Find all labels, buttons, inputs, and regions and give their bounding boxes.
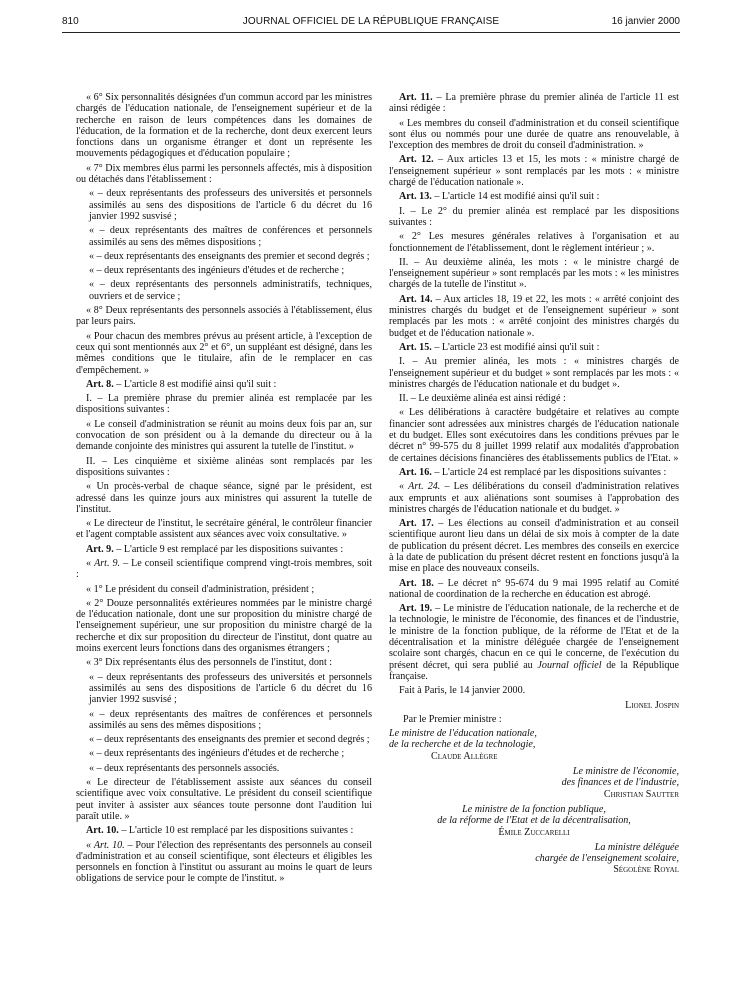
list-item: « – deux représentants des maîtres de conférences et personnels assimilés au sens des mêmes dispositions ; — [89, 708, 372, 731]
article-text: – Les délibérations du conseil d'administration relatives aux emprunts et aux aliénations sont soumises à l'approbation des ministres chargés de l'éducation nationale et du budget. » — [389, 481, 679, 515]
paragraph: I. – Le 2° du premier alinéa est remplacé par les dispositions suivantes : — [389, 205, 679, 228]
signatory-prime-minister: Lionel Jospin — [625, 699, 679, 711]
list-item: « – deux représentants des ingénieurs d'études et de recherche ; — [89, 748, 345, 760]
paragraph: « Art. 24. – Les délibérations du conseil d'administration relatives aux emprunts et aux aliénations sont soumises à l'approbation des ministres chargés de l'éducation nationale et du budget. » — [389, 481, 679, 515]
minister-title: chargée de l'enseignement scolaire, — [535, 853, 679, 865]
journal-title: JOURNAL OFFICIEL DE LA RÉPUBLIQUE FRANÇAISE — [242, 16, 500, 27]
minister-title: Le ministre de la fonction publique, — [462, 803, 606, 815]
list-item: « – deux représentants des personnels associés. — [89, 762, 280, 774]
article-label: Art. 8. — [86, 378, 114, 390]
article-14 — [389, 294, 679, 339]
article-13 — [389, 191, 679, 202]
article-label: Art. 10. — [86, 825, 119, 837]
list-item: « – deux représentants des ingénieurs d'études et de recherche ; — [89, 265, 345, 277]
list-item: « – deux représentants des personnels administratifs, techniques, ouvriers et de service ; — [89, 279, 372, 302]
article-10 — [76, 825, 372, 836]
list-item: « – deux représentants des enseignants des premier et second degrés ; — [89, 250, 370, 262]
page-header — [62, 16, 680, 30]
minister-title: de la recherche et de la technologie, — [389, 739, 536, 751]
article-text: – L'article 24 est remplacé par les dispositions suivantes : — [431, 466, 667, 478]
quoted-article-label: Art. 10. — [93, 839, 125, 851]
article-19 — [389, 603, 679, 682]
list-item: « – deux représentants des professeurs des universités et personnels assimilés au sens des dispositions de l'article 6 du décret du 16 janvier 1992 susvisé ; — [89, 671, 372, 706]
article-text: – La première phrase du premier alinéa de l'article 11 est ainsi rédigée : — [389, 92, 679, 115]
page-number: 810 — [62, 16, 79, 27]
article-9 — [76, 544, 372, 555]
signatory-block — [389, 842, 679, 876]
article-text: – Le décret n° 95-674 du 9 mai 1995 relatif au Comité national de coordination de la recherche en éducation est abrogé. — [389, 577, 679, 600]
article-18 — [389, 578, 679, 601]
article-label: Art. 12. — [399, 154, 434, 166]
article-text: – Le ministre de l'éducation nationale, de la recherche et de la technologie, le ministre de l'économie, des finances et de l'industrie, le ministre de la fonction publique, de la réforme de l'Etat et de la décentralisation et la ministre déléguée chargée de l'enseignement scolaire sont chargés, chacun en ce qui le concerne, de l'exécution du présent décret, qui sera publié au — [389, 603, 680, 671]
article-text: de la République française. — [389, 659, 680, 682]
paragraph: « Un procès-verbal de chaque séance, signé par le président, est adressé dans les quinze jours aux ministres qui assurent la tutelle de l'institut. — [76, 481, 372, 515]
article-text: – Pour l'élection des représentants des personnels au conseil d'administration et au conseil scientifique, sont électeurs et éligibles les personnels en fonction à l'institut ou assurant au moins le quart de leurs obligations de service pour le compte de l'institut. » — [76, 839, 373, 885]
minister-title: La ministre déléguée — [594, 841, 679, 853]
paragraph: « 7° Dix membres élus parmi les personnels affectés, mis à disposition ou détachés dans l'établissement : — [76, 162, 372, 186]
article-text: – L'article 23 est modifié ainsi qu'il suit : — [431, 341, 600, 353]
quoted-article-label: Art. 9. — [94, 557, 121, 569]
paragraph: « Art. 10. – Pour l'élection des représentants des personnels au conseil d'administration et au conseil scientifique, sont électeurs et éligibles les personnels en fonction à l'institut ou assurant au moins le quart de leurs obligations de service pour le compte de l'institut. » — [76, 839, 373, 885]
right-column — [389, 92, 679, 876]
left-column — [76, 92, 372, 888]
minister-title: Le ministre de l'économie, — [572, 766, 679, 778]
header-rule — [62, 32, 680, 33]
article-text: – Les élections au conseil d'administration et au conseil scientifique auront lieu dans un délai de six mois à compter de la date de publication du présent décret. Les membres des conseils en exercice à la date de publication du présent décret restent en fonctions jusqu'à la mise en place des nouveaux conseils. — [389, 518, 679, 575]
paragraph: « 8° Deux représentants des personnels associés à l'établissement, élus par leurs pairs. — [76, 305, 372, 328]
article-label: Art. 17. — [399, 518, 434, 530]
paragraph: « Art. 9. – Le conseil scientifique comprend vingt-trois membres, soit : — [76, 557, 372, 581]
article-label: Art. 13. — [399, 191, 432, 203]
article-12 — [389, 154, 679, 188]
paragraph: « Le directeur de l'institut, le secrétaire général, le contrôleur financier et l'agent comptable assistent aux séances avec voix consultative. » — [76, 518, 372, 541]
paragraph: « 2° Douze personnalités extérieures nommées par le ministre chargé de l'éducation nationale, dont une sur proposition du ministre chargé de l'enseignement supérieur, une sur proposition du ministre chargé de la recherche et dix sur proposition du directeur de l'institut, dont quatre au moins exercent leurs fonctions dans des organismes étrangers ; — [76, 597, 372, 655]
article-text: – L'article 10 est remplacé par les dispositions suivantes : — [118, 825, 354, 837]
article-label: Art. 11. — [399, 92, 433, 103]
list-item: « – deux représentants des enseignants des premier et second degrés ; — [89, 734, 370, 746]
article-label: Art. 9. — [86, 543, 114, 555]
list-item: « – deux représentants des professeurs des universités et personnels assimilés au sens des dispositions de l'article 6 du décret du 16 janvier 1992 susvisé ; — [89, 188, 372, 222]
article-16 — [389, 467, 679, 478]
article-15 — [389, 342, 679, 353]
signatory-block — [389, 766, 679, 800]
minister-name: Christian Sautter — [603, 788, 679, 800]
article-label: Art. 15. — [399, 341, 432, 353]
paragraph: I. – Au premier alinéa, les mots : « ministres chargés de l'enseignement supérieur et du budget » sont remplacés par les mots : « ministres chargés de l'éducation nationale et du budget ». — [389, 356, 679, 390]
minister-name: Claude Allègre — [431, 750, 498, 762]
paragraph: « Le directeur de l'établissement assiste aux séances du conseil scientifique avec voix consultative. Le président du conseil scientifique peut inviter à assister aux séances toute personne dont l'audition lui paraît utile. » — [76, 777, 372, 822]
minister-name: Émile Zuccarelli — [498, 826, 570, 838]
paragraph: I. – La première phrase du premier alinéa est remplacée par les dispositions suivantes : — [76, 393, 372, 416]
paragraph: II. – Au deuxième alinéa, les mots : « le ministre chargé de l'enseignement supérieur » sont remplacés par les mots : « les ministres chargés de la tutelle de l'institut ». — [389, 256, 679, 291]
paragraph: « Pour chacun des membres prévus au présent article, à l'exception de ceux qui sont mentionnés aux 2° et 6°, un suppléant est désigné, dans les mêmes conditions que le titulaire, afin de le remplacer en cas d'empêchement. » — [76, 330, 372, 376]
paragraph: « 2° Les mesures générales relatives à l'organisation et au fonctionnement de l'établissement, dont le règlement intérieur ; ». — [389, 231, 679, 254]
minister-title: Le ministre de l'éducation nationale, — [389, 728, 537, 740]
signature-date: Fait à Paris, le 14 janvier 2000. — [399, 685, 526, 697]
signature-intro: Par le Premier ministre : — [403, 713, 502, 725]
article-text: – Aux articles 18, 19 et 22, les mots : « arrêté conjoint des ministres chargés du budget et de l'enseignement supérieur » sont remplacés par les mots : « arrêté conjoint des ministres chargés du budget et de l'éducation nationale ». — [389, 293, 679, 339]
article-label: Art. 16. — [399, 466, 432, 478]
signatory-block — [389, 804, 679, 838]
article-8 — [76, 379, 372, 390]
signatory-block — [389, 728, 679, 762]
minister-title: des finances et de l'industrie, — [561, 777, 679, 789]
paragraph: « 1° Le président du conseil d'administration, président ; — [86, 583, 315, 595]
minister-title: de la réforme de l'Etat et de la décentralisation, — [437, 815, 631, 827]
paragraph: II. – Les cinquième et sixième alinéas sont remplacés par les dispositions suivantes : — [76, 455, 372, 478]
article-label: Art. 18. — [399, 577, 434, 589]
article-11 — [389, 92, 679, 115]
quoted-article-label: Art. 24. — [408, 481, 441, 493]
article-text: – Le conseil scientifique comprend vingt-trois membres, soit : — [76, 557, 372, 581]
journal-officiel-reference: Journal officiel — [537, 659, 602, 671]
paragraph: « Les délibérations à caractère budgétaire et relatives au compte financier sont adressées aux ministres chargés de l'éducation nationale et du budget. Elles sont exécutoires dans les conditions prévues par le décret n° 99-575 du 8 juillet 1999 relatif aux modalités d'approbation de certaines décisions financières des établissements publics de l'Etat. » — [389, 407, 679, 464]
minister-name: Ségolène Royal — [613, 864, 679, 876]
issue-date: 16 janvier 2000 — [611, 16, 680, 27]
paragraph: « 6° Six personnalités désignées d'un commun accord par les ministres chargés de l'éducation nationale, de l'enseignement supérieur et de la recherche en raison de leurs compétences dans les domaines de l'éducation, de la formation et de la recherche, dont deux exercent leurs fonctions dans un organisme étranger et dont un représente les mouvements pédagogiques et d'éducation populaire ; — [76, 92, 372, 160]
article-17 — [389, 518, 679, 574]
paragraph: « Le conseil d'administration se réunit au moins deux fois par an, sur convocation de son président ou à la demande du directeur ou à la demande conjointe des ministres qui assurent la tutelle de l'institut. » — [76, 418, 372, 453]
article-text: – L'article 14 est modifié ainsi qu'il suit : — [431, 191, 600, 203]
paragraph: « 3° Dix représentants élus des personnels de l'institut, dont : — [86, 657, 333, 669]
article-label: Art. 14. — [399, 293, 433, 305]
paragraph: II. – Le deuxième alinéa est ainsi rédigé : — [399, 393, 566, 405]
article-text: – L'article 8 est modifié ainsi qu'il suit : — [113, 378, 277, 390]
list-item: « – deux représentants des maîtres de conférences et personnels assimilés au sens des mêmes dispositions ; — [89, 225, 372, 248]
article-text: – Aux articles 13 et 15, les mots : « ministre chargé de l'enseignement supérieur » sont remplacés par les mots : « ministre chargé de l'éducation nationale ». — [389, 154, 679, 189]
article-label: Art. 19. — [399, 603, 433, 615]
article-text: – L'article 9 est remplacé par les dispositions suivantes : — [113, 543, 344, 555]
paragraph: « Les membres du conseil d'administration et du conseil scientifique sont élus ou nommés pour une durée de quatre ans renouvelable, à l'exception des membres de droit du conseil d'administration. » — [389, 117, 679, 152]
